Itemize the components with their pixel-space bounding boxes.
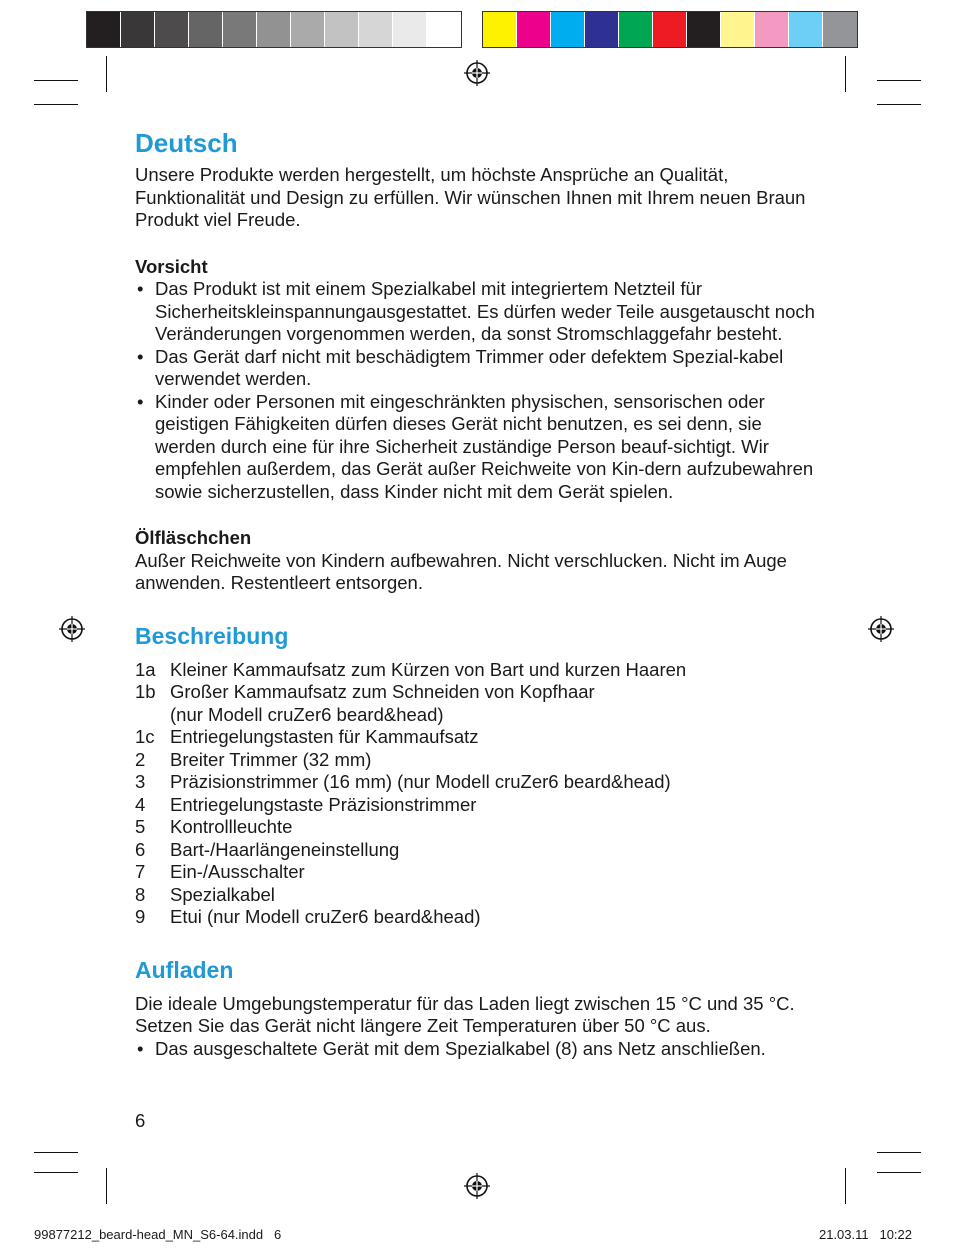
registration-mark-icon [868, 616, 894, 642]
list-item: 4 Entriegelungstaste Präzisionstrimmer [135, 793, 477, 815]
gray-color-bar [86, 11, 462, 48]
footer-timestamp: 21.03.11 10:22 [818, 1227, 912, 1242]
color-swatch [155, 12, 189, 47]
color-swatch [291, 12, 325, 47]
oil-heading: Ölfläschchen [135, 527, 252, 548]
color-swatch [427, 12, 461, 47]
intro-paragraph: Unsere Produkte werden hergestellt, um höchste Ansprüche an Qualität, Funktionalität und Design zu erfüllen. Wir wünschen Ihnen mit Ihrem neuen Braun Produkt viel Freude. [135, 164, 806, 230]
parts-list [135, 659, 825, 929]
oil-paragraph: Außer Reichweite von Kindern aufbewahren. Nicht verschlucken. Nicht im Auge anwenden. Restentleert entsorgen. [135, 549, 787, 593]
registration-mark-icon [464, 1173, 490, 1199]
color-swatch [585, 12, 619, 47]
color-swatch [87, 12, 121, 47]
manual-page-content [135, 126, 825, 1060]
list-item: 1c Entriegelungstasten für Kammaufsatz [135, 726, 479, 747]
charging-heading: Aufladen [135, 956, 234, 983]
color-swatch [325, 12, 359, 47]
list-item: 8 Spezialkabel [135, 883, 275, 905]
color-swatch [789, 12, 823, 47]
list-item: • Das ausgeschaltete Gerät mit dem Spezialkabel (8) ans Netz anschließen. [135, 1038, 825, 1061]
list-item: 6 Bart-/Haarlängeneinstellung [135, 838, 400, 860]
list-item: • Kinder oder Personen mit eingeschränkten physischen, sensorischen oder geistigen Fähigkeiten dürfen dieses Gerät nicht benutzen, es sei denn, sie werden durch eine für ihre Sicherheit zuständige Person beauf-sichtigt. Wir empfehlen außerdem, das Gerät außer Reichweite von Kin-dern aufzubewahren sowie sicherzustellen, dass Kinder nicht mit dem Gerät spielen. [135, 391, 825, 504]
registration-mark-icon [59, 616, 85, 642]
caution-list [135, 278, 825, 503]
list-item: 9 Etui (nur Modell cruZer6 beard&head) [135, 906, 481, 927]
color-swatch [721, 12, 755, 47]
page-number: 6 [135, 1110, 146, 1131]
list-item: 5 Kontrollleuchte [135, 816, 293, 837]
color-swatch [653, 12, 687, 47]
color-swatch [483, 12, 517, 47]
charging-list [135, 1038, 825, 1061]
color-swatch [619, 12, 653, 47]
page-title: Deutsch [135, 128, 238, 158]
color-swatch [257, 12, 291, 47]
color-swatch [223, 12, 257, 47]
list-item: • Das Gerät darf nicht mit beschädigtem Trimmer oder defektem Spezial-kabel verwendet werden. [135, 346, 825, 391]
list-item: 3 Präzisionstrimmer (16 mm) (nur Modell cruZer6 beard&head) [135, 771, 671, 792]
color-swatch [517, 12, 551, 47]
caution-heading: Vorsicht [135, 255, 208, 277]
color-swatch [121, 12, 155, 47]
color-swatch [687, 12, 721, 47]
list-item: 7 Ein-/Ausschalter [135, 861, 305, 882]
list-item: 1a Kleiner Kammaufsatz zum Kürzen von Bart und kurzen Haaren [135, 658, 687, 680]
description-heading: Beschreibung [135, 622, 289, 649]
color-swatch [359, 12, 393, 47]
registration-mark-icon [464, 60, 490, 86]
color-swatch [393, 12, 427, 47]
process-color-bar [482, 11, 858, 48]
list-item: 2 Breiter Trimmer (32 mm) [135, 748, 372, 770]
list-item: 1b Großer Kammaufsatz zum Schneiden von Kopfhaar (nur Modell cruZer6 beard&head) [135, 681, 595, 725]
color-swatch [755, 12, 789, 47]
color-swatch [551, 12, 585, 47]
charging-paragraph: Die ideale Umgebungstemperatur für das Laden liegt zwischen 15 °C und 35 °C. Setzen Sie das Gerät nicht längere Zeit Temperaturen über 50 °C aus. [135, 992, 795, 1036]
list-item: • Das Produkt ist mit einem Spezialkabel mit integriertem Netzteil für Sicherheitskleinspannungausgestattet. Es dürfen weder Teile ausgetauscht noch Veränderungen vorgenommen werden, da sonst Stromschlaggefahr besteht. [135, 278, 825, 346]
footer-file-info: 99877212_beard-head_MN_S6-64.indd 6 [34, 1227, 282, 1242]
color-swatch [823, 12, 857, 47]
color-swatch [189, 12, 223, 47]
